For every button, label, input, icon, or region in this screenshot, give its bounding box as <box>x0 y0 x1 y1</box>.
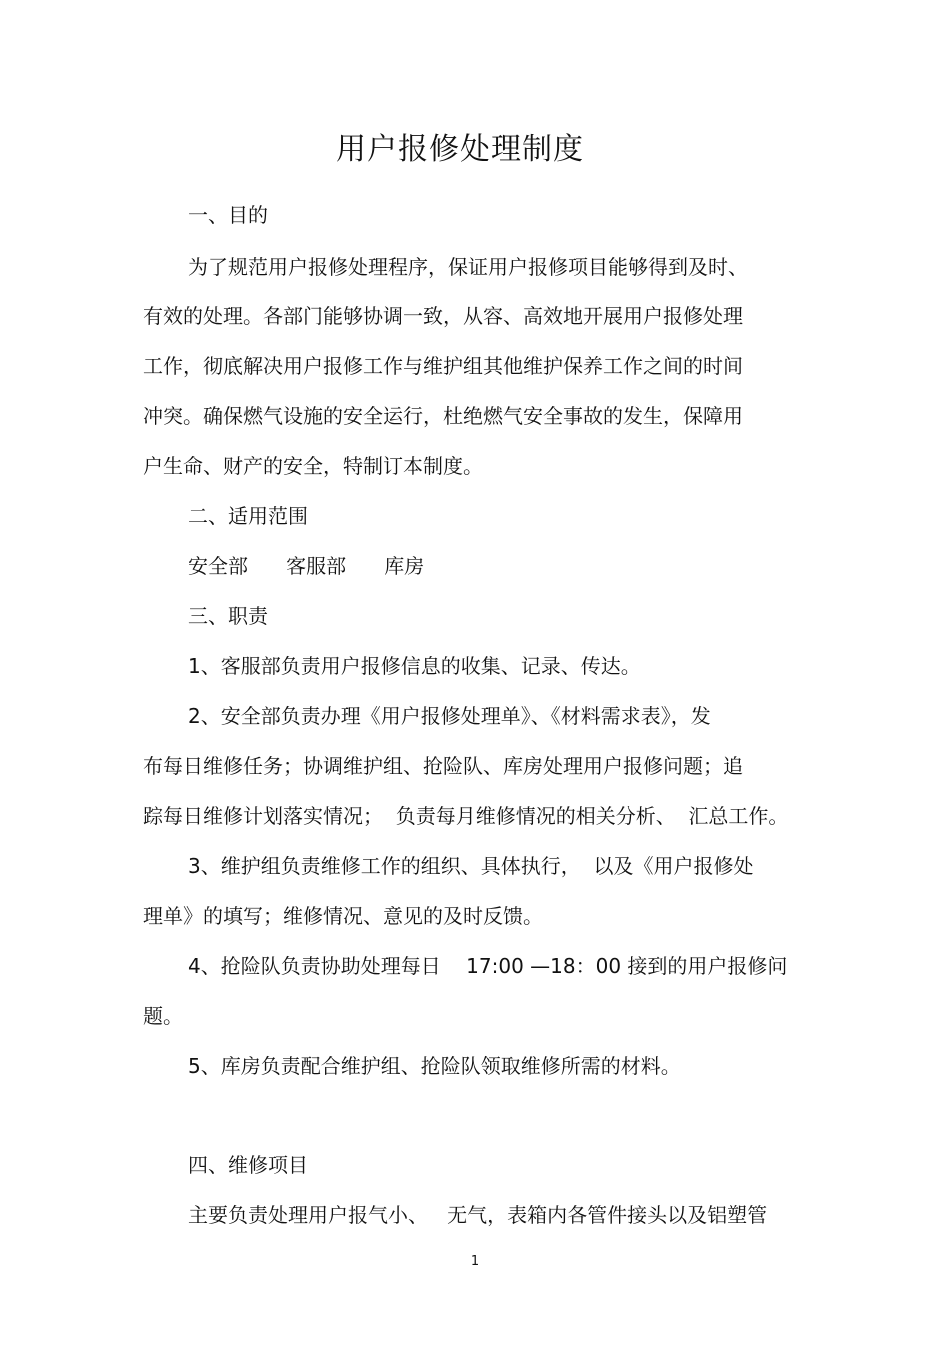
paragraph-line: 工作，彻底解决用户报修工作与维护组其他维护保养工作之间的时间 <box>143 354 743 378</box>
paragraph-line: 1、客服部负责用户报修信息的收集、记录、传达。 <box>188 654 641 678</box>
paragraph-line: 冲突。确保燃气设施的安全运行，杜绝燃气安全事故的发生，保障用 <box>143 404 743 428</box>
section-heading-repair-items: 四、维修项目 <box>188 1153 308 1177</box>
section-heading-purpose: 一、目的 <box>188 203 268 227</box>
paragraph-line: 理单》的填写；维修情况、意见的及时反馈。 <box>143 904 543 928</box>
paragraph-line: 为了规范用户报修处理程序，保证用户报修项目能够得到及时、 <box>188 255 748 279</box>
paragraph-line: 踪每日维修计划落实情况； 负责每月维修情况的相关分析、 汇总工作。 <box>143 804 789 828</box>
section-heading-duties: 三、职责 <box>188 604 268 628</box>
document-title: 用户报修处理制度 <box>336 132 584 167</box>
paragraph-line: 5、库房负责配合维护组、抢险队领取维修所需的材料。 <box>188 1054 681 1078</box>
paragraph-line: 4、抢险队负责协助处理每日 17:00 —18：00 接到的用户报修问 <box>188 954 788 978</box>
paragraph-line: 户生命、财产的安全，特制订本制度。 <box>143 454 483 478</box>
page-number: 1 <box>470 1254 480 1269</box>
paragraph-line: 3、维护组负责维修工作的组织、具体执行， 以及《用户报修处 <box>188 854 754 878</box>
section-heading-scope: 二、适用范围 <box>188 504 308 528</box>
paragraph-line: 题。 <box>143 1004 183 1028</box>
paragraph-line: 主要负责处理用户报气小、 无气，表箱内各管件接头以及铝塑管 <box>188 1203 768 1227</box>
paragraph-line: 有效的处理。各部门能够协调一致，从容、高效地开展用户报修处理 <box>143 304 743 328</box>
paragraph-line: 安全部 客服部 库房 <box>188 554 425 578</box>
paragraph-line: 布每日维修任务；协调维护组、抢险队、库房处理用户报修问题；追 <box>143 754 743 778</box>
paragraph-line: 2、安全部负责办理《用户报修处理单》、《材料需求表》，发 <box>188 704 711 728</box>
